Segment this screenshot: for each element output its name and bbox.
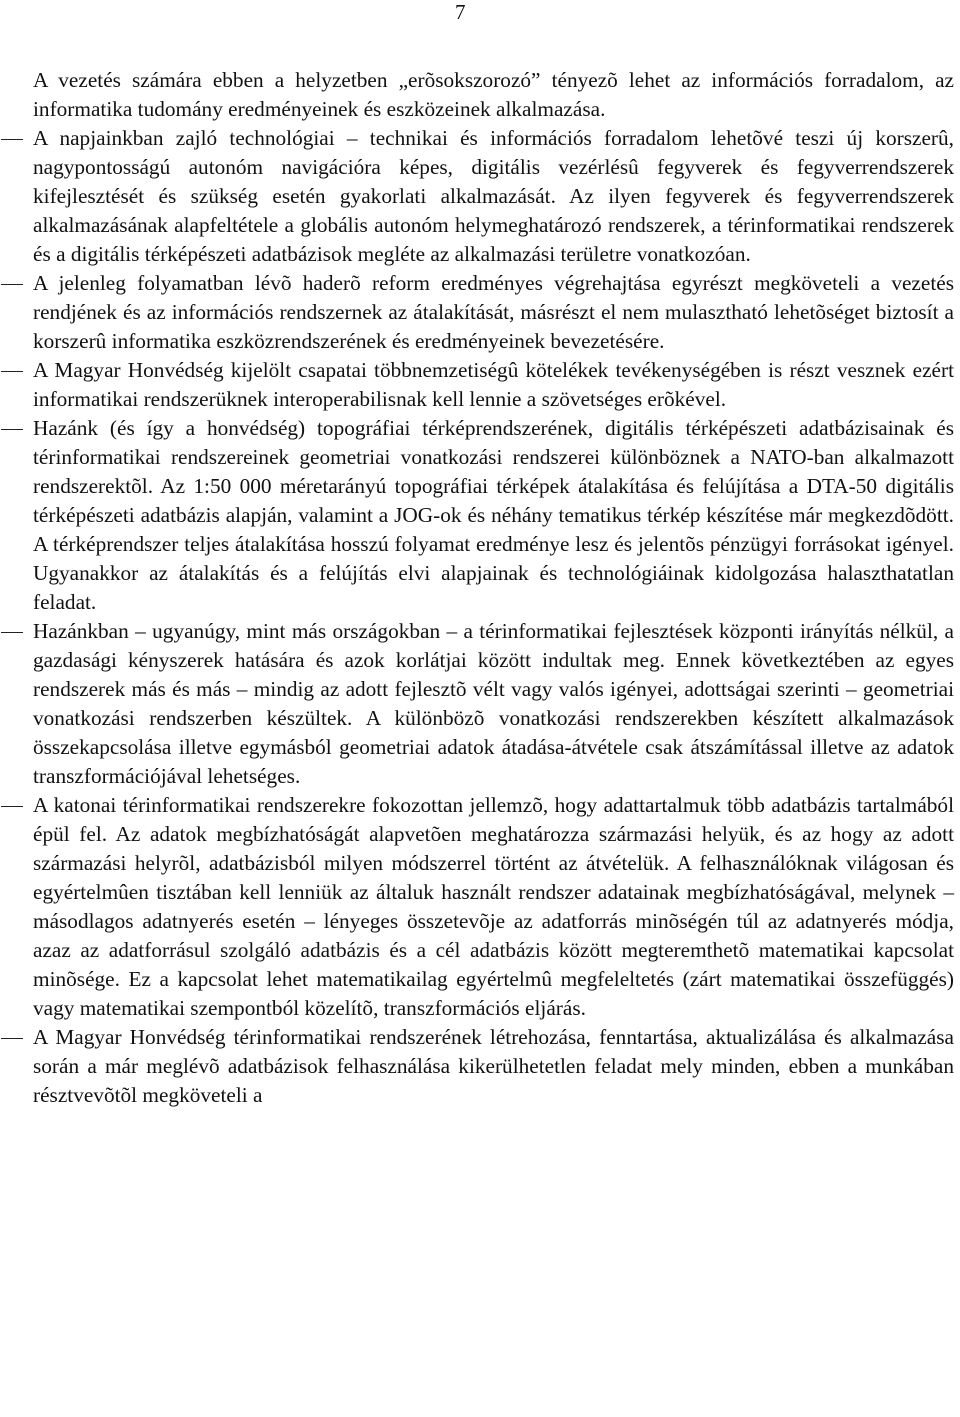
bullet-text: Hazánk (és így a honvédség) topográfiai térképrendszerének, digitális térképészeti adatbázisainak és térinformatikai rendszereinek geometriai vonatkozási rendszerei különböznek a NATO-ban alkalmazott rendszerektõl. Az 1:50 000 méretarányú topográfiai térképek átalakítása és felújítása a DTA-50 digitális térképészeti adatbázis alapján, valamint a JOG-ok és néhány tematikus térkép készítése már megkezdõdött. A térképrendszer teljes átalakítása hosszú folyamat eredménye lesz és jelentõs pénzügyi forrásokat igényel. Ugyanakkor az átalakítás és a felújítás elvi alapjainak és technológiáinak kidolgozása halaszthatatlan feladat. [33,416,954,614]
bullet-text: A Magyar Honvédség kijelölt csapatai többnemzetiségû kötelékek tevékenységében is részt vesznek ezért informatikai rendszerüknek interoperabilisnak kell lennie a szövetséges erõkével. [33,358,954,411]
page-number: 7 [455,0,466,24]
paragraph-intro: A vezetés számára ebben a helyzetben „erõsokszorozó” tényezõ lehet az információs forradalom, az informatika tudomány eredményeinek és eszközeinek alkalmazása. [33,68,954,121]
bullet-text: Hazánkban – ugyanúgy, mint más országokban – a térinformatikai fejlesztések központi irányítás nélkül, a gazdasági kényszerek hatására és azok korlátjai között indultak meg. Ennek következtében az egyes rendszerek más és más – mindig az adott fejlesztõ vélt vagy valós igényei, adottságai szerinti – geometriai vonatkozási rendszerben készültek. A különbözõ vonatkozási rendszerekben készített alkalmazások összekapcsolása illetve egymásból geometriai adatok átadása-átvétele csak átszámítással illetve az adatok transzformációjával lehetséges. [33,619,954,788]
bullet-item [33,124,954,269]
document-body [33,66,954,1110]
bullet-text: A Magyar Honvédség térinformatikai rendszerének létrehozása, fenntartása, aktualizálása és alkalmazása során a már meglévõ adatbázisok felhasználása kikerülhetetlen feladat mely minden, ebben a munkában résztvevõtõl megköveteli a [33,1025,954,1107]
bullet-text: A napjainkban zajló technológiai – technikai és információs forradalom lehetõvé teszi új korszerû, nagypontosságú autonóm navigációra képes, digitális vezérlésû fegyverek és fegyverrendszerek kifejlesztését és szükség esetén gyakorlati alkalmazását. Az ilyen fegyverek és fegyverrendszerek alkalmazásának alapfeltétele a globális autonóm helymeghatározó rendszerek, a térinformatikai rendszerek és a digitális térképészeti adatbázisok megléte az alkalmazási területre vonatkozóan. [33,126,954,266]
bullet-item [33,414,954,617]
bullet-item [33,269,954,356]
bullet-text: A katonai térinformatikai rendszerekre fokozottan jellemzõ, hogy adattartalmuk több adatbázis tartalmából épül fel. Az adatok megbízhatóságát alapvetõen meghatározza származási helyük, és az hogy az adott származási helyrõl, adatbázisból milyen módszerrel történt az átvételük. A felhasználóknak világosan és egyértelmûen tisztában kell lenniük az általuk használt rendszer adatainak megbízhatóságával, melynek – másodlagos adatnyerés esetén – lényeges összetevõje az adatforrás minõségén túl az adatnyerés módja, azaz az adatforrásul szolgáló adatbázis és a cél adatbázis között megteremthetõ matematikai kapcsolat minõsége. Ez a kapcsolat lehet matematikailag egyértelmû megfeleltetés (zárt matematikai összefüggés) vagy matematikai szempontból közelítõ, transzformációs eljárás. [33,793,954,1020]
bullet-item [33,791,954,1023]
bullet-item [33,617,954,791]
bullet-item [33,1023,954,1110]
bullet-text: A jelenleg folyamatban lévõ haderõ reform eredményes végrehajtása egyrészt megköveteli a vezetés rendjének és az információs rendszernek az átalakítását, másrészt el nem mulasztható lehetõséget biztosít a korszerû informatika eszközrendszerének és eredményeinek bevezetésére. [33,271,954,353]
bullet-item [33,356,954,414]
